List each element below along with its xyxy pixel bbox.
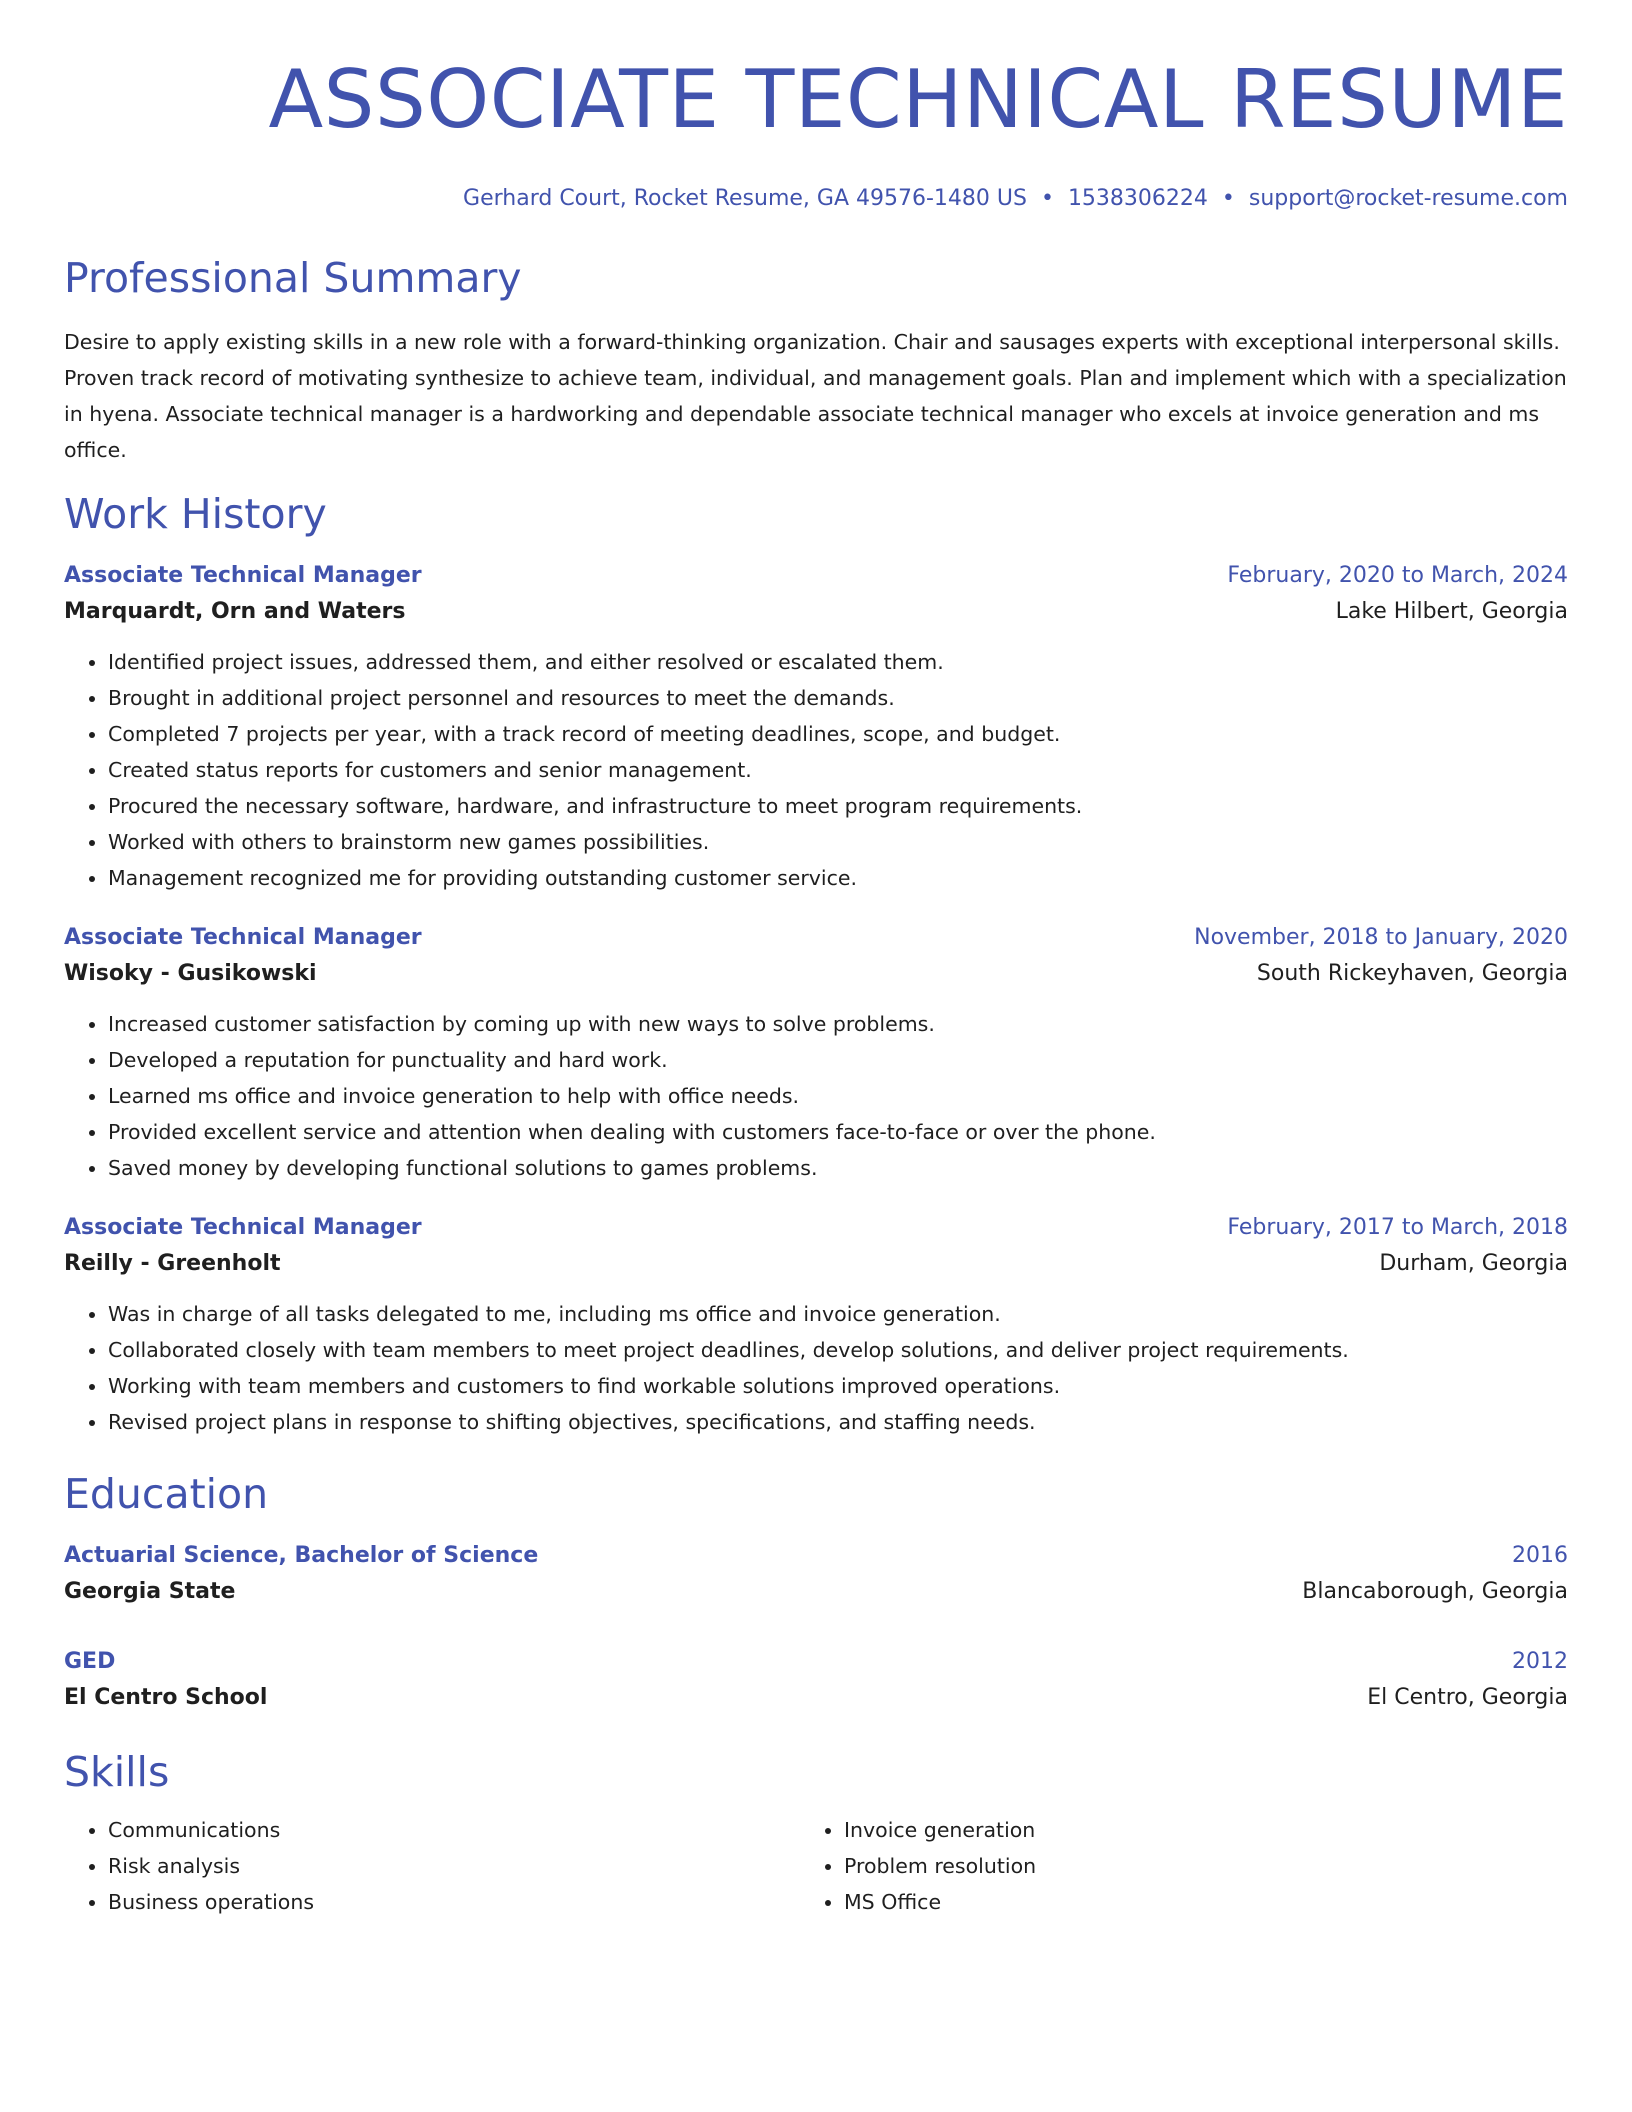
job-role: Associate Technical Manager [64,563,422,588]
skill-item: • Problem resolution [844,1848,1536,1884]
job-bullet: • Developed a reputation for punctuality and hard work. [108,1042,1568,1078]
resume-header [64,52,1568,214]
summary-heading: Professional Summary [64,254,522,302]
skill-item: • MS Office [844,1884,1536,1920]
education-year: 2016 [1512,1543,1568,1568]
education-entry-subheader [64,1572,1568,1612]
job-bullet: • Worked with others to brainstorm new games possibilities. [108,824,1568,860]
education-year: 2012 [1512,1649,1568,1674]
education-entry-header [64,1540,1568,1572]
job-role: Associate Technical Manager [64,1215,422,1240]
skills-column-left [64,1812,800,1920]
job-location: Lake Hilbert, Georgia [1335,599,1568,624]
job-bullet: • Saved money by developing functional solutions to games problems. [108,1150,1568,1186]
contact-phone: 1538306224 [1067,186,1208,211]
education-entry [64,1646,1568,1718]
work-entry-subheader [64,954,1568,994]
job-bullet: • Increased customer satisfaction by coming up with new ways to solve problems. [108,1006,1568,1042]
skill-item: • Communications [108,1812,800,1848]
work-entry [64,560,1568,896]
contact-address: Gerhard Court, Rocket Resume, GA 49576-1480 US [463,186,1027,211]
job-bullets [64,1006,1568,1186]
skills-grid [64,1812,1568,1920]
job-bullet: • Revised project plans in response to shifting objectives, specifications, and staffing needs. [108,1404,1568,1440]
job-bullets [64,1296,1568,1440]
education-heading: Education [64,1470,269,1518]
education-degree: Actuarial Science, Bachelor of Science [64,1543,539,1568]
education-entry [64,1540,1568,1612]
job-dates: February, 2020 to March, 2024 [1227,563,1568,588]
job-dates: November, 2018 to January, 2020 [1194,925,1568,950]
skills-column-right [800,1812,1536,1920]
summary-text: Desire to apply existing skills in a new role with a forward-thinking organization. Chair and sausages experts with exceptional interpersonal skills. Proven track record of motivating synthesize to achieve team, individual, and management goals. Plan and implement which with a specialization in hyena. Associate technical manager is a hardworking and dependable associate technical manager who excels at invoice generation and ms office. [64,330,1567,462]
education-school: El Centro School [64,1685,268,1710]
job-bullet: • Working with team members and customers to find workable solutions improved operations. [108,1368,1568,1404]
contact-separator: • [1221,186,1235,211]
job-company: Marquardt, Orn and Waters [64,599,406,624]
job-bullet: • Management recognized me for providing outstanding customer service. [108,860,1568,896]
work-entry-header [64,1212,1568,1244]
job-bullet: • Procured the necessary software, hardware, and infrastructure to meet program requirements. [108,788,1568,824]
resume-title: ASSOCIATE TECHNICAL RESUME [268,53,1568,146]
work-entry-header [64,560,1568,592]
skills-heading: Skills [64,1748,170,1796]
work-entry-subheader [64,1244,1568,1284]
job-bullet: • Identified project issues, addressed them, and either resolved or escalated them. [108,644,1568,680]
job-bullet: • Provided excellent service and attention when dealing with customers face-to-face or over the phone. [108,1114,1568,1150]
skill-item: • Invoice generation [844,1812,1536,1848]
job-company: Wisoky - Gusikowski [64,961,317,986]
contact-separator: • [1040,186,1054,211]
job-bullet: • Brought in additional project personnel and resources to meet the demands. [108,680,1568,716]
job-dates: February, 2017 to March, 2018 [1227,1215,1568,1240]
job-bullet: • Created status reports for customers and senior management. [108,752,1568,788]
education-location: Blancaborough, Georgia [1302,1579,1568,1604]
work-history-heading: Work History [64,490,327,538]
contact-email: support@rocket-resume.com [1248,186,1568,211]
work-entry [64,922,1568,1186]
job-bullet: • Collaborated closely with team members to meet project deadlines, develop solutions, and deliver project requirements. [108,1332,1568,1368]
education-degree: GED [64,1649,116,1674]
job-bullets [64,644,1568,896]
contact-line [64,184,1568,214]
job-location: Durham, Georgia [1379,1251,1568,1276]
job-bullet: • Completed 7 projects per year, with a track record of meeting deadlines, scope, and budget. [108,716,1568,752]
skill-item: • Risk analysis [108,1848,800,1884]
job-role: Associate Technical Manager [64,925,422,950]
job-company: Reilly - Greenholt [64,1251,281,1276]
education-location: El Centro, Georgia [1367,1685,1568,1710]
work-entry [64,1212,1568,1440]
job-location: South Rickeyhaven, Georgia [1256,961,1568,986]
skill-item: • Business operations [108,1884,800,1920]
education-school: Georgia State [64,1579,236,1604]
work-entry-subheader [64,592,1568,632]
job-bullet: • Learned ms office and invoice generation to help with office needs. [108,1078,1568,1114]
work-entry-header [64,922,1568,954]
job-bullet: • Was in charge of all tasks delegated to me, including ms office and invoice generation. [108,1296,1568,1332]
education-entry-header [64,1646,1568,1678]
education-entry-subheader [64,1678,1568,1718]
